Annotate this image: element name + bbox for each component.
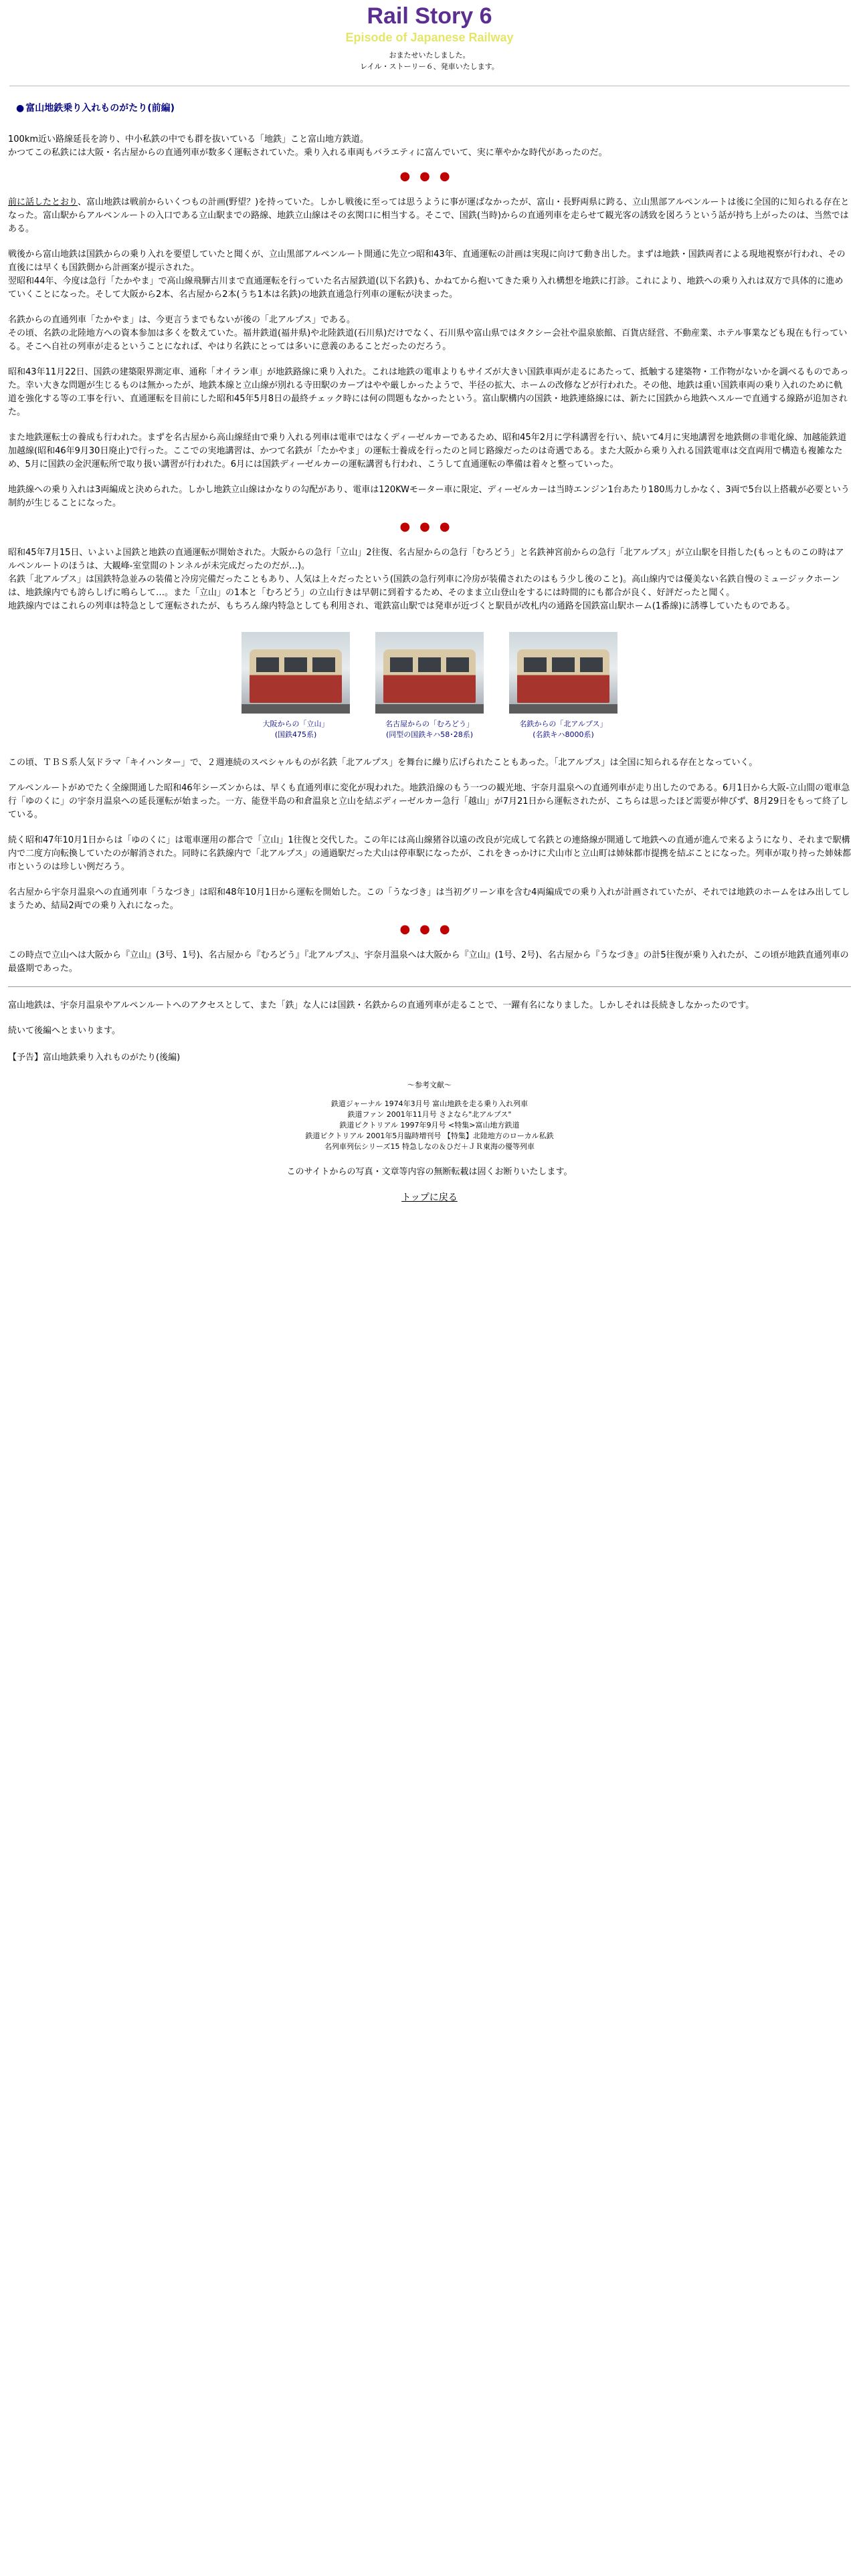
photo-murodou	[375, 632, 484, 740]
section-divider-dots: ●●●	[399, 922, 460, 936]
reference-item: 鉄道ピクトリアル 2001年5月臨時増刊号 【特集】北陸地方のローカル私鉄	[305, 1132, 554, 1140]
copyright-notice: このサイトからの写真・文章等内容の無断転載は固くお断りいたします。	[286, 1167, 573, 1177]
reference-item: 名列車列伝シリーズ15 特急しなの＆ひだ＋ＪＲ東海の優等列車	[324, 1142, 535, 1151]
intro-note	[0, 49, 859, 72]
page-title: Rail Story 6	[367, 3, 492, 29]
section-heading	[16, 101, 859, 114]
photo-caption-line2: (同型の国鉄キハ58･28系)	[385, 730, 474, 739]
photo-caption	[375, 719, 484, 740]
paragraph-continue: 続いて後編へとまいります。	[8, 1026, 120, 1036]
next-story-preview: 【予告】富山地鉄乗り入れものがたり(後編)	[8, 1053, 181, 1063]
train-photo-image	[375, 632, 484, 714]
paragraph-history-text: 、富山地鉄は戦前からいくつもの計画(野望？)を持っていた。しかし戦後に至っては思うように事が運ばなかったが、富山・長野両県に跨る、立山黒部アルペンルートは後に全国的に知られる存在となった。富山駅からアルペンルートの入口である立山駅までの路線、地鉄立山線はその玄関口に相当する。そこで、国鉄(当時)からの直通列車を走らせて観光客の誘致を図ろうという話が持ち上がったのは、当然ではある。	[8, 197, 850, 234]
photo-caption	[242, 719, 350, 740]
reference-item: 鉄道ピクトリアル 1997年9月号 <特集>富山地方鉄道	[339, 1121, 520, 1130]
paragraph-formation: 地鉄線への乗り入れは3両編成と決められた。しかし地鉄立山線はかなりの勾配があり、電車は120KWモーター車に限定、ディーゼルカーは当時エンジン1台あたり180馬力しかなく、3両で5台以上搭載が必要という制約が生じることになった。	[8, 485, 850, 508]
paragraph-training: また地鉄運転士の養成も行われた。まずを名古屋から高山線経由で乗り入れる列車は電車ではなくディーゼルカーであるため、昭和45年2月に学科講習を行い、続いて4月に実地講習を地鉄側の非電化線、加越能鉄道加越線(昭和46年9月30日廃止)で行った。ここでの実地講習は、かつて名鉄が「たかやま」の運転士養成を行ったのと同じ路線だったのは奇遇である。また大阪から乗り入れる国鉄電車は交直両用で構造も複雑なため、5月に国鉄の金沢運転所で取り扱い講習が行われた。6月には国鉄ディーゼルカーの運転講習も行われ、こうして直通運転の準備は着々と整っていった。	[8, 433, 847, 469]
intro-note-line2: レイル・ストーリー６、発車いたします。	[360, 62, 499, 71]
photo-caption	[509, 719, 617, 740]
back-to-top-link[interactable]: トップに戻る	[401, 1192, 458, 1203]
section-title: 富山地鉄乗り入れものがたり(前編)	[25, 103, 175, 114]
photo-caption-line2: (国鉄475系)	[274, 730, 317, 739]
paragraph-history	[8, 196, 851, 236]
train-photo-image	[242, 632, 350, 714]
paragraph-peak: この時点で立山へは大阪から『立山』(3号、1号)、名古屋から『むろどう』『北アルプス』、宇奈月温泉へは大阪から『立山』(1号、2号)、名古屋から『うなづき』の計5往復が乗り入れたが、この頃が地鉄直通列車の最盛期であった。	[8, 950, 849, 974]
paragraph-unazuki-train: 名古屋から宇奈月温泉への直通列車「うなづき」は昭和48年10月1日から運転を開始した。この「うなづき」は当初グリーン車を含む4両編成での乗り入れが計画されていたが、それでは地鉄のホームをはみ出してしまうため、結局2両での乗り入れになった。	[8, 887, 850, 911]
paragraph-summary: 富山地鉄は、宇奈月温泉やアルペンルートへのアクセスとして、また「鉄」な人には国鉄・名鉄からの直通列車が走ることで、一躍有名になりました。しかしそれは長続きしなかったのです。	[8, 1000, 755, 1010]
paragraph-meitetsu: 名鉄からの直通列車「たかやま」は、今更言うまでもないが後の「北アルプス」である。 その頃、名鉄の北陸地方への資本参加は多くを数えていた。福井鉄道(福井県)や北陸鉄道(石川県)だけでなく、石川県や富山県ではタクシー会社や温泉旅館、百貨店経営、不動産業、ホテル事業なども現在も行っている。そこへ自社の列車が走るということになれば、やはり名鉄にとっては多いに意義のあることだったのだろう。	[8, 315, 848, 352]
reference-item: 鉄道ジャーナル 1974年3月号 富山地鉄を走る乗り入れ列車	[330, 1099, 529, 1108]
photo-tateyama	[242, 632, 350, 740]
bullet-icon: ●	[16, 103, 25, 114]
article-body	[0, 133, 859, 1204]
paragraph-plan: 戦後から富山地鉄は国鉄からの乗り入れを要望していたと聞くが、立山黒部アルペンルート開通に先立つ昭和43年、直通運転の計画は実現に向けて動き出した。まずは地鉄・国鉄両者による現地視察が行われ、その直後には早くも国鉄側から計画案が提示された。 翌昭和44年、今度は急行「たかやま」で高山線飛騨古川まで直通運転を行っていた名古屋鉄道(以下名鉄)も、かねてから抱いてきた乗り入れ構想を地鉄に打診。これにより、地鉄への乗り入れは双方で具体的に進めていくことになった。そして大阪から2本、名古屋から2本(うち1本は名鉄)の地鉄直通急行列車の運転が決まった。	[8, 249, 846, 300]
references	[8, 1080, 851, 1152]
photo-gallery	[8, 632, 851, 740]
intro-note-line1: おまたせいたしました。	[389, 51, 470, 60]
photo-kita-alps	[509, 632, 617, 740]
reference-item: 鉄道ファン 2001年11月号 さよなら"北アルプス"	[347, 1110, 512, 1119]
photo-caption-line1: 名古屋からの「むろどう」	[385, 720, 474, 728]
previous-story-link[interactable]: 前に話したとおり	[8, 197, 78, 207]
paragraph-sister-city: 続く昭和47年10月1日からは「ゆのくに」は電車運用の都合で「立山」1往復と交代した。この年には高山線猪谷以遠の改良が完成して名鉄との連絡線が開通して地鉄への直通が進んで来るようになり、それまで駅構内で二度方向転換していたのが解消された。同時に名鉄線内で「北アルプス」の通過駅だった犬山は停車駅になったが、これをきっかけに犬山市と立山町は姉妹都市提携を結ぶことになった。列車が取り持った姉妹都市というのは珍しい例だろう。	[8, 835, 851, 872]
train-photo-image	[509, 632, 617, 714]
paragraph-intro: 100km近い路線延長を誇り、中小私鉄の中でも群を抜いている「地鉄」こと富山地方鉄道。 かつてこの私鉄には大阪・名古屋からの直通列車が数多く運転されていた。乗り入れる車両もバラエティに富んでいて、実に華やかな時代があったのだ。	[8, 134, 607, 158]
photo-caption-line1: 大阪からの「立山」	[262, 720, 329, 728]
back-to-top	[8, 1190, 851, 1204]
section-divider-dots: ●●●	[399, 169, 460, 183]
content-divider	[8, 986, 851, 987]
references-heading: ～参考文献～	[407, 1081, 452, 1089]
page-subtitle: Episode of Japanese Railway	[345, 31, 514, 44]
paragraph-unazuki: アルペンルートがめでたく全線開通した昭和46年シーズンからは、早くも直通列車に変化が現われた。地鉄沿線のもう一つの観光地、宇奈月温泉への直通列車が走り出したのである。6月1日から大阪-立山間の電車急行「ゆのくに」の宇奈月温泉への延長運転が始まった。一方、能登半島の和倉温泉と立山を結ぶディーゼルカー急行「越山」が7月21日から運転されたが、こちらは思ったほど需要が伸びず、8月29日をもって終了している。	[8, 783, 850, 820]
paragraph-start: 昭和45年7月15日、いよいよ国鉄と地鉄の直通運転が開始された。大阪からの急行「立山」2往復、名古屋からの急行「むろどう」と名鉄神宮前からの急行「北アルプス」が立山駅を目指した(もっとものこの時はアルペンルートのほうは、大観峰-室堂間のトンネルが未完成だったのだが…)。 名鉄「北アルプス」は国鉄特急並みの装備と冷房完備だったこともあり、人気は上々だったという(国鉄の急行列車に冷房が装備されたのはもう少し後のこと)。高山線内では優美ない名鉄自慢のミュージックホーンは、地鉄線内でも誇らしげに鳴らして…。また「立山」の1本と「むろどう」の立山行きは早朝に到着するため、そのまま立山登山をするには時間的にも都合が良く、好評だったと聞く。 地鉄線内ではこれらの列車は特急として運転されたが、もちろん線内特急としても利用され、電鉄富山駅では発車が近づくと駅員が改札内の通路を国鉄富山駅ホーム(1番線)に誘導していたものである。	[8, 548, 844, 611]
paragraph-clearance: 昭和43年11月22日、国鉄の建築限界測定車、通称「オイラン車」が地鉄路線に乗り入れた。これは地鉄の電車よりもサイズが大きい国鉄車両が走るにあたって、抵触する建築物・工作物がないかを調べるものであった。幸い大きな問題が生じるものは無かったが、地鉄本線と立山線が別れる寺田駅のカーブはやや厳しかったようで、半径の拡大、ホームの改修などが行われた。その他、地鉄は重い国鉄車両の乗り入れのために軌道を強化する等の工事を行い、直通運転を目前にした昭和45年5月8日の最終チェック時には何の問題もなかったという。富山駅構内の国鉄・地鉄連絡線には、新たに国鉄から地鉄へスルーで直通する線路が追加された。	[8, 367, 849, 417]
photo-caption-line2: (名鉄キハ8000系)	[533, 730, 594, 739]
paragraph-drama: この頃、ＴＢＳ系人気ドラマ「キイハンター」で、２週連続のスペシャルものが名鉄「北アルプス」を舞台に繰り広げられたこともあった。「北アルプス」は全国に知られる存在となっていく。	[8, 758, 758, 768]
section-divider-dots: ●●●	[399, 520, 460, 534]
photo-caption-line1: 名鉄からの「北アルプス」	[519, 720, 607, 728]
